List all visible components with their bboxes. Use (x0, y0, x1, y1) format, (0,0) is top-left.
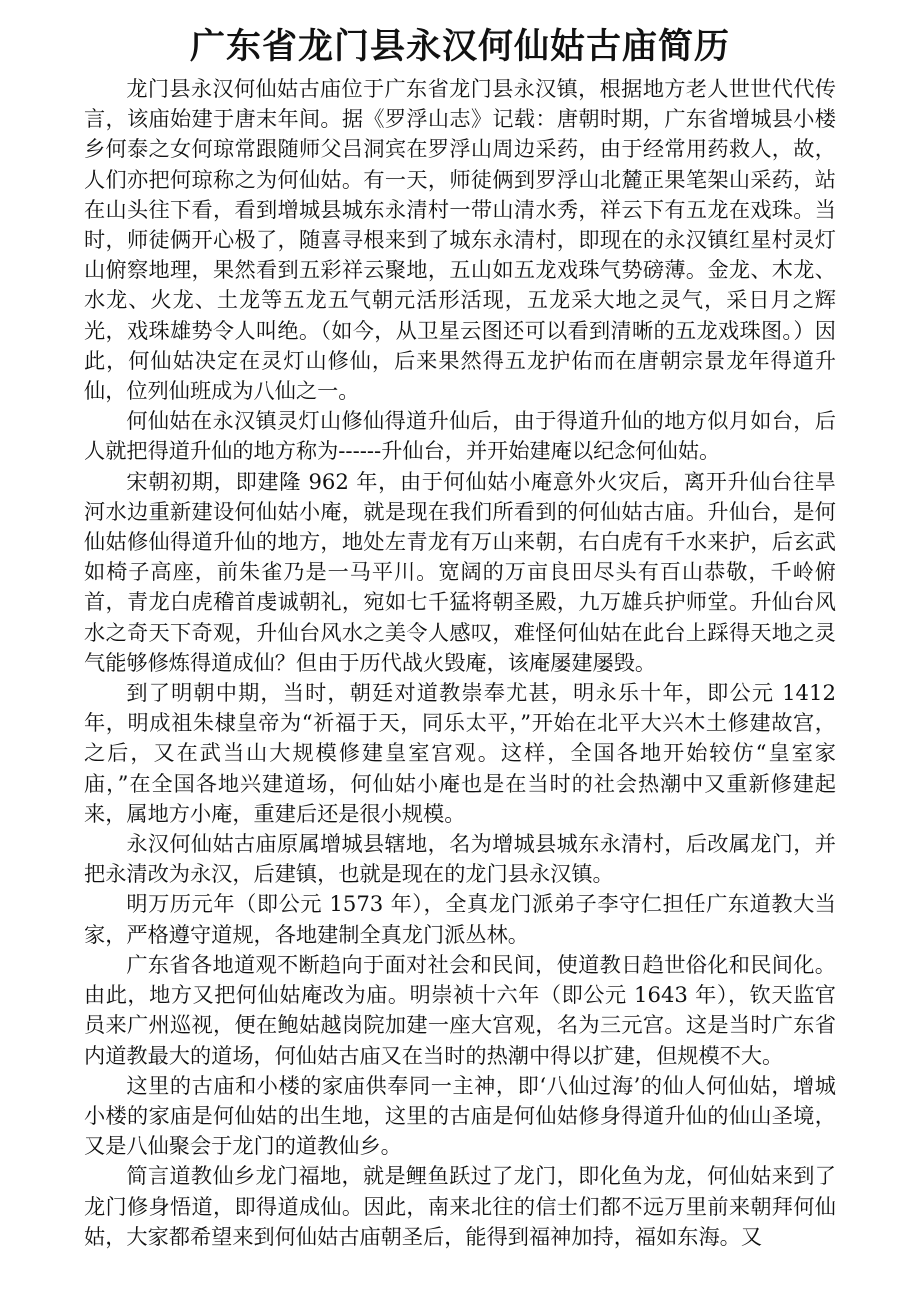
document-page (84, 22, 836, 1252)
paragraph: 永汉何仙姑古庙原属增城县辖地，名为增城县城东永清村，后改属龙门，并把永清改为永汉，后建镇，也就是现在的龙门县永汉镇。 (84, 831, 836, 887)
paragraph: 到了明朝中期，当时，朝廷对道教崇奉尤甚，明永乐十年，即公元 1412 年，明成祖朱棣皇帝为“祈福于天，同乐太平，”开始在北平大兴木土修建故宫，之后，又在武当山大规模修建皇室宫观。这样，全国各地开始较仿“皇室家庙，”在全国各地兴建道场，何仙姑小庵也是在当时的社会热潮中又重新修建起来，属地方小庵，重建后还是很小规模。 (84, 680, 836, 826)
paragraph: 简言道教仙乡龙门福地，就是鲤鱼跃过了龙门，即化鱼为龙，何仙姑来到了龙门修身悟道，即得道成仙。因此，南来北往的信士们都不远万里前来朝拜何仙姑，大家都希望来到何仙姑古庙朝圣后，能得到福神加持，福如东海。又 (84, 1163, 836, 1249)
paragraph: 明万历元年（即公元 1573 年），全真龙门派弟子李守仁担任广东道教大当家，严格遵守道规，各地建制全真龙门派丛林。 (84, 891, 836, 947)
paragraph: 广东省各地道观不断趋向于面对社会和民间，使道教日趋世俗化和民间化。由此，地方又把何仙姑庵改为庙。明崇祯十六年（即公元 1643 年），钦天监官员来广州巡视，便在鲍姑越岗院加建一座大宫观，名为三元宫。这是当时广东省内道教最大的道场，何仙姑古庙又在当时的热潮中得以扩建，但规模不大。 (84, 951, 836, 1068)
document-body (84, 74, 836, 1252)
paragraph: 何仙姑在永汉镇灵灯山修仙得道升仙后，由于得道升仙的地方似月如台，后人就把得道升仙的地方称为------升仙台，并开始建庵以纪念何仙姑。 (84, 408, 836, 464)
paragraph: 宋朝初期，即建隆 962 年，由于何仙姑小庵意外火灾后，离开升仙台往旱河水边重新建设何仙姑小庵，就是现在我们所看到的何仙姑古庙。升仙台，是何仙姑修仙得道升仙的地方，地处左青龙有万山来朝，右白虎有千水来护，后玄武如椅子高座，前朱雀乃是一马平川。宽阔的万亩良田尽头有百山恭敬，千岭俯首，青龙白虎稽首虔诚朝礼，宛如七千猛将朝圣殿，九万雄兵护师堂。升仙台风水之奇天下奇观，升仙台风水之美令人感叹，难怪何仙姑在此台上踩得天地之灵气能够修炼得道成仙？但由于历代战火毁庵，该庵屡建屡毁。 (84, 468, 836, 675)
paragraph: 这里的古庙和小楼的家庙供奉同一主神，即‘八仙过海’的仙人何仙姑，增城小楼的家庙是何仙姑的出生地，这里的古庙是何仙姑修身得道升仙的仙山圣境，又是八仙聚会于龙门的道教仙乡。 (84, 1072, 836, 1159)
page-title: 广东省龙门县永汉何仙姑古庙简历 (189, 27, 730, 67)
paragraph: 龙门县永汉何仙姑古庙位于广东省龙门县永汉镇，根据地方老人世世代代传言，该庙始建于唐末年间。据《罗浮山志》记载：唐朝时期，广东省增城县小楼乡何泰之女何琼常跟随师父吕洞宾在罗浮山周边采药，由于经常用药救人，故，人们亦把何琼称之为何仙姑。有一天，师徒俩到罗浮山北麓正果笔架山采药，站在山头往下看，看到增城县城东永清村一带山清水秀，祥云下有五龙在戏珠。当时，师徒俩开心极了，随喜寻根来到了城东永清村，即现在的永汉镇红星村灵灯山俯察地理，果然看到五彩祥云聚地，五山如五龙戏珠气势磅薄。金龙、木龙、水龙、火龙、土龙等五龙五气朝元活形活现，五龙采大地之灵气，采日月之辉光，戏珠雄势令人叫绝。（如今，从卫星云图还可以看到清晰的五龙戏珠图。）因此，何仙姑决定在灵灯山修仙，后来果然得五龙护佑而在唐朝宗景龙年得道升仙，位列仙班成为八仙之一。 (84, 76, 836, 404)
